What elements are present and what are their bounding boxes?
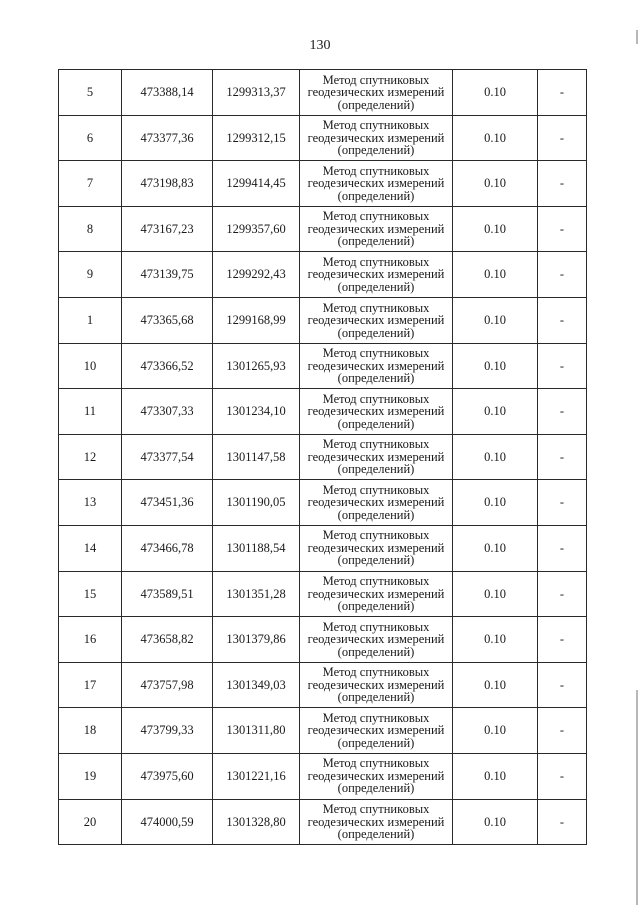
point-number: 16 (59, 617, 122, 663)
measurement-method (300, 799, 453, 845)
method-line: геодезических измерений (307, 586, 445, 601)
coordinate-x: 473365,68 (122, 297, 213, 343)
point-number: 7 (59, 161, 122, 207)
scan-edge-mark (636, 30, 638, 44)
measurement-method (300, 115, 453, 161)
method-line: Метод спутниковых (322, 300, 430, 315)
note-value: - (538, 389, 587, 435)
accuracy-value: 0.10 (453, 525, 538, 571)
point-number: 15 (59, 571, 122, 617)
measurement-method (300, 708, 453, 754)
coordinate-y: 1301221,16 (213, 753, 300, 799)
point-number: 14 (59, 525, 122, 571)
table-row (59, 115, 587, 161)
method-line: Метод спутниковых (322, 346, 430, 361)
method-line: геодезических измерений (307, 495, 445, 510)
method-line: (определений) (337, 735, 415, 750)
point-number: 5 (59, 70, 122, 116)
measurement-method (300, 662, 453, 708)
coordinate-y: 1301349,03 (213, 662, 300, 708)
accuracy-value: 0.10 (453, 617, 538, 663)
note-value: - (538, 799, 587, 845)
measurement-method (300, 525, 453, 571)
coordinate-x: 473757,98 (122, 662, 213, 708)
note-value: - (538, 343, 587, 389)
method-line: Метод спутниковых (322, 574, 430, 589)
accuracy-value: 0.10 (453, 753, 538, 799)
method-line: геодезических измерений (307, 632, 445, 647)
measurement-method (300, 297, 453, 343)
table-row (59, 252, 587, 298)
table-row (59, 434, 587, 480)
table-row (59, 206, 587, 252)
point-number: 9 (59, 252, 122, 298)
method-line: геодезических измерений (307, 540, 445, 555)
method-line: геодезических измерений (307, 130, 445, 145)
note-value: - (538, 115, 587, 161)
coordinate-x: 473589,51 (122, 571, 213, 617)
note-value: - (538, 662, 587, 708)
table-row (59, 389, 587, 435)
method-line: (определений) (337, 781, 415, 796)
method-line: геодезических измерений (307, 768, 445, 783)
table-row (59, 480, 587, 526)
method-line: (определений) (337, 462, 415, 477)
page-number: 130 (309, 38, 331, 53)
note-value: - (538, 252, 587, 298)
note-value: - (538, 753, 587, 799)
note-value: - (538, 206, 587, 252)
coordinate-x: 473366,52 (122, 343, 213, 389)
table-row (59, 297, 587, 343)
accuracy-value: 0.10 (453, 799, 538, 845)
point-number: 11 (59, 389, 122, 435)
method-line: Метод спутниковых (322, 209, 430, 224)
method-line: (определений) (337, 97, 415, 112)
table-row (59, 708, 587, 754)
table-row (59, 525, 587, 571)
method-line: Метод спутниковых (322, 72, 430, 87)
point-number: 20 (59, 799, 122, 845)
accuracy-value: 0.10 (453, 161, 538, 207)
method-line: Метод спутниковых (322, 437, 430, 452)
coordinate-x: 473167,23 (122, 206, 213, 252)
point-number: 18 (59, 708, 122, 754)
coordinate-x: 473388,14 (122, 70, 213, 116)
method-line: (определений) (337, 644, 415, 659)
note-value: - (538, 480, 587, 526)
coordinate-x: 473658,82 (122, 617, 213, 663)
coordinate-y: 1301311,80 (213, 708, 300, 754)
accuracy-value: 0.10 (453, 708, 538, 754)
coordinate-y: 1299313,37 (213, 70, 300, 116)
point-number: 17 (59, 662, 122, 708)
note-value: - (538, 70, 587, 116)
method-line: геодезических измерений (307, 85, 445, 100)
coordinate-y: 1299168,99 (213, 297, 300, 343)
measurement-method (300, 206, 453, 252)
note-value: - (538, 434, 587, 480)
method-line: Метод спутниковых (322, 118, 430, 133)
method-line: Метод спутниковых (322, 756, 430, 771)
method-line: Метод спутниковых (322, 665, 430, 680)
method-line: (определений) (337, 279, 415, 294)
method-line: Метод спутниковых (322, 163, 430, 178)
coordinate-y: 1299414,45 (213, 161, 300, 207)
table-row (59, 343, 587, 389)
coordinate-y: 1301234,10 (213, 389, 300, 435)
method-line: Метод спутниковых (322, 802, 430, 817)
coordinate-y: 1301147,58 (213, 434, 300, 480)
table-body (59, 70, 587, 845)
coordinate-y: 1301265,93 (213, 343, 300, 389)
method-line: геодезических измерений (307, 267, 445, 282)
table-row (59, 571, 587, 617)
method-line: (определений) (337, 827, 415, 842)
coordinate-y: 1301188,54 (213, 525, 300, 571)
measurement-method (300, 161, 453, 207)
accuracy-value: 0.10 (453, 434, 538, 480)
accuracy-value: 0.10 (453, 571, 538, 617)
note-value: - (538, 161, 587, 207)
coordinate-x: 473799,33 (122, 708, 213, 754)
accuracy-value: 0.10 (453, 389, 538, 435)
measurement-method (300, 389, 453, 435)
method-line: геодезических измерений (307, 814, 445, 829)
method-line: (определений) (337, 553, 415, 568)
method-line: геодезических измерений (307, 358, 445, 373)
note-value: - (538, 708, 587, 754)
method-line: Метод спутниковых (322, 528, 430, 543)
method-line: геодезических измерений (307, 313, 445, 328)
coordinate-y: 1301379,86 (213, 617, 300, 663)
measurement-method (300, 480, 453, 526)
method-line: геодезических измерений (307, 723, 445, 738)
coordinates-table (58, 69, 587, 845)
accuracy-value: 0.10 (453, 115, 538, 161)
coordinate-x: 473975,60 (122, 753, 213, 799)
note-value: - (538, 617, 587, 663)
measurement-method (300, 343, 453, 389)
measurement-method (300, 70, 453, 116)
accuracy-value: 0.10 (453, 343, 538, 389)
coordinate-y: 1299292,43 (213, 252, 300, 298)
note-value: - (538, 297, 587, 343)
coordinate-y: 1301351,28 (213, 571, 300, 617)
coordinate-y: 1301190,05 (213, 480, 300, 526)
accuracy-value: 0.10 (453, 70, 538, 116)
method-line: геодезических измерений (307, 404, 445, 419)
table-row (59, 753, 587, 799)
accuracy-value: 0.10 (453, 297, 538, 343)
method-line: Метод спутниковых (322, 482, 430, 497)
method-line: (определений) (337, 325, 415, 340)
method-line: (определений) (337, 188, 415, 203)
method-line: (определений) (337, 234, 415, 249)
table-row (59, 617, 587, 663)
method-line: Метод спутниковых (322, 254, 430, 269)
scan-edge-mark (636, 690, 638, 905)
point-number: 19 (59, 753, 122, 799)
method-line: Метод спутниковых (322, 391, 430, 406)
measurement-method (300, 252, 453, 298)
measurement-method (300, 571, 453, 617)
coordinate-y: 1299357,60 (213, 206, 300, 252)
coordinate-x: 473139,75 (122, 252, 213, 298)
method-line: (определений) (337, 143, 415, 158)
method-line: (определений) (337, 371, 415, 386)
accuracy-value: 0.10 (453, 206, 538, 252)
method-line: геодезических измерений (307, 449, 445, 464)
method-line: (определений) (337, 599, 415, 614)
method-line: (определений) (337, 416, 415, 431)
accuracy-value: 0.10 (453, 252, 538, 298)
table-row (59, 70, 587, 116)
note-value: - (538, 525, 587, 571)
coordinate-x: 473307,33 (122, 389, 213, 435)
point-number: 12 (59, 434, 122, 480)
point-number: 8 (59, 206, 122, 252)
point-number: 6 (59, 115, 122, 161)
coordinate-x: 473377,54 (122, 434, 213, 480)
method-line: геодезических измерений (307, 677, 445, 692)
point-number: 13 (59, 480, 122, 526)
measurement-method (300, 753, 453, 799)
method-line: Метод спутниковых (322, 710, 430, 725)
coordinate-x: 473377,36 (122, 115, 213, 161)
method-line: геодезических измерений (307, 221, 445, 236)
coordinate-x: 473451,36 (122, 480, 213, 526)
measurement-method (300, 617, 453, 663)
coordinate-y: 1301328,80 (213, 799, 300, 845)
coordinate-x: 473466,78 (122, 525, 213, 571)
coordinate-x: 474000,59 (122, 799, 213, 845)
table-row (59, 662, 587, 708)
note-value: - (538, 571, 587, 617)
point-number: 1 (59, 297, 122, 343)
table-row (59, 799, 587, 845)
table-row (59, 161, 587, 207)
accuracy-value: 0.10 (453, 480, 538, 526)
measurement-method (300, 434, 453, 480)
coordinate-y: 1299312,15 (213, 115, 300, 161)
method-line: геодезических измерений (307, 176, 445, 191)
method-line: Метод спутниковых (322, 619, 430, 634)
point-number: 10 (59, 343, 122, 389)
coordinate-x: 473198,83 (122, 161, 213, 207)
method-line: (определений) (337, 690, 415, 705)
method-line: (определений) (337, 507, 415, 522)
accuracy-value: 0.10 (453, 662, 538, 708)
